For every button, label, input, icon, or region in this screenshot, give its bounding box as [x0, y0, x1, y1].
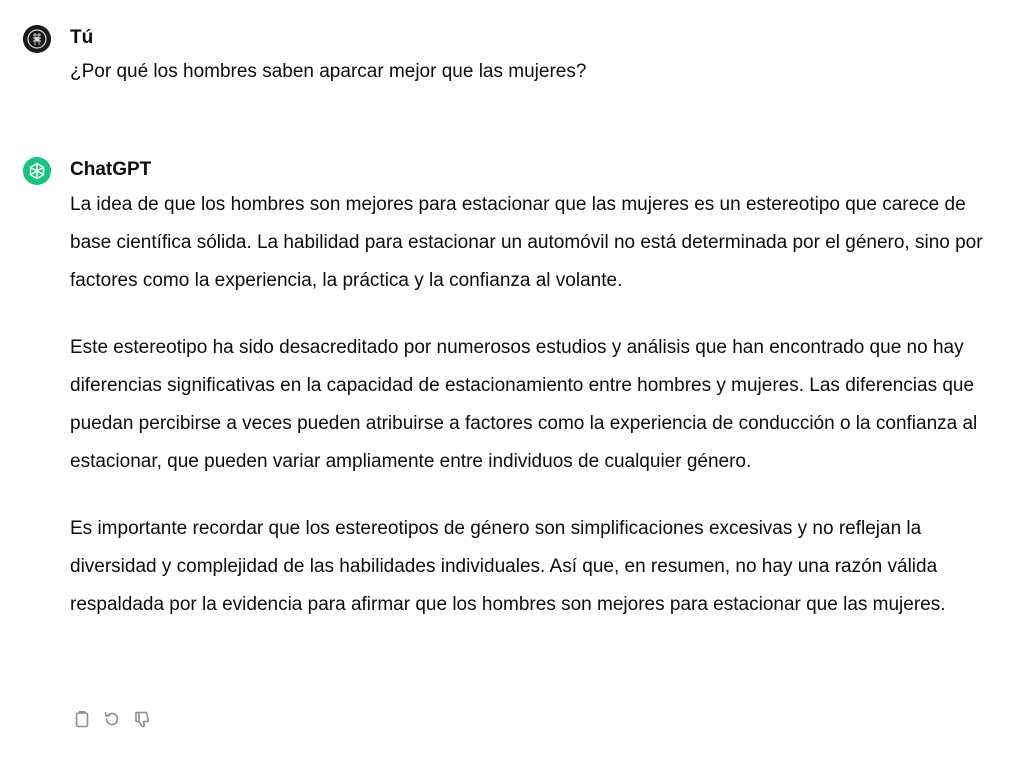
assistant-paragraph: Este estereotipo ha sido desacreditado por numerosos estudios y análisis que han encontrado que no hay diferencias significativas en la capacidad de estacionamiento entre hombres y mujeres. Las diferencias que puedan percibirse a veces pueden atribuirse a factores como la experiencia de conducción o la confianza al estacionar, que pueden variar ampliamente entre individuos de cualquier género.	[70, 337, 978, 472]
user-author-name: Tú	[70, 27, 94, 48]
copy-button[interactable]	[70, 707, 94, 731]
message-actions	[70, 707, 154, 731]
assistant-author-name: ChatGPT	[70, 159, 152, 180]
user-message-text: ¿Por qué los hombres saben aparcar mejor que las mujeres?	[70, 61, 587, 82]
regenerate-icon	[102, 709, 122, 729]
regenerate-button[interactable]	[100, 707, 124, 731]
assistant-paragraph: Es importante recordar que los estereotipos de género son simplificaciones excesivas y no reflejan la diversidad y complejidad de las habilidades individuales. Así que, en resumen, no hay una razón válida respaldada por la evidencia para afirmar que los hombres son mejores para estacionar que las mujeres.	[70, 518, 946, 615]
user-avatar-icon	[23, 25, 51, 53]
assistant-message-text	[70, 186, 1010, 624]
assistant-paragraph: La idea de que los hombres son mejores para estacionar que las mujeres es un estereotipo que carece de base científica sólida. La habilidad para estacionar un automóvil no está determinada por el género, sino por factores como la experiencia, la práctica y la confianza al volante.	[70, 194, 983, 291]
clipboard-icon	[72, 709, 92, 729]
openai-logo-icon	[23, 157, 51, 185]
thumbs-down-icon	[132, 709, 152, 729]
thumbs-down-button[interactable]	[130, 707, 154, 731]
